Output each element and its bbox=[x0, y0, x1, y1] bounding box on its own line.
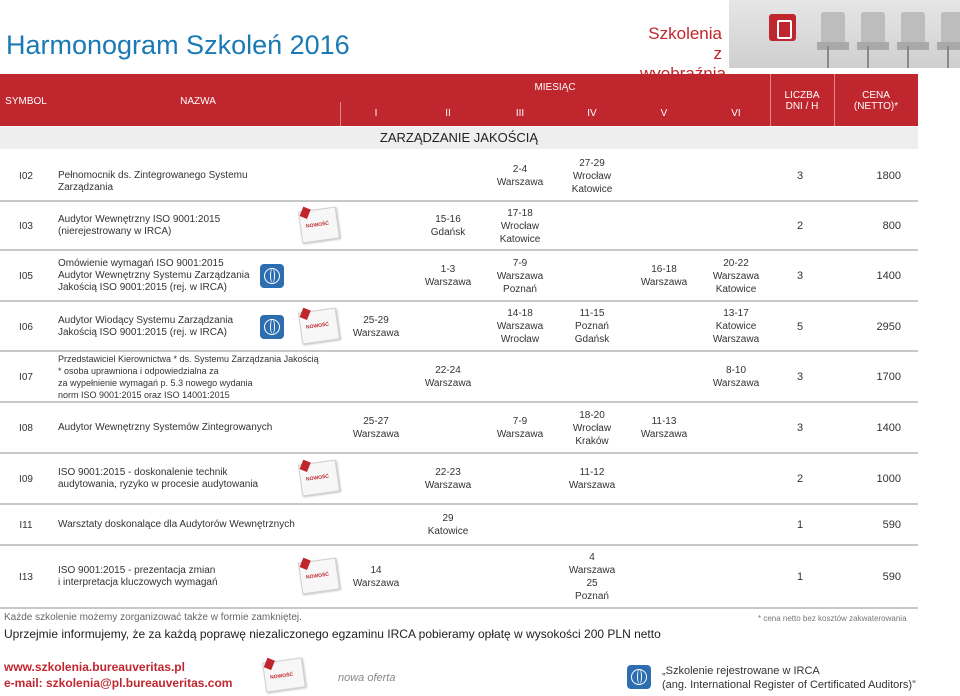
month-5-dates bbox=[628, 415, 700, 441]
course-name-line: norm ISO 9001:2015 oraz ISO 14001:2015 bbox=[58, 390, 230, 400]
month-date-line: 14 bbox=[370, 565, 382, 576]
signature: nowa oferta bbox=[338, 672, 396, 684]
table-row bbox=[0, 547, 918, 609]
month-4-dates bbox=[556, 157, 628, 196]
course-days: 3 bbox=[796, 270, 804, 282]
month-date-line: Katowice bbox=[499, 233, 541, 245]
course-name-line: Warsztaty doskonalące dla Audytorów Wewnętrznych bbox=[58, 519, 295, 530]
new-badge-icon bbox=[298, 207, 340, 244]
course-symbol: I08 bbox=[19, 423, 33, 434]
course-price: 1400 bbox=[876, 422, 901, 434]
month-date-line: Warszawa bbox=[352, 578, 400, 589]
month-date-line: 11-13 bbox=[651, 416, 677, 427]
new-badge-text: NOWOŚĆ bbox=[305, 473, 330, 483]
irca-globe-icon bbox=[627, 665, 651, 689]
chair-icon bbox=[941, 12, 960, 46]
new-badge-icon bbox=[298, 307, 340, 344]
course-name-line: Przedstawiciel Kierownictwa * ds. Systemu Zarządzania Jakością bbox=[58, 354, 319, 364]
row-divider bbox=[0, 401, 918, 403]
course-name-line: i interpretacja kluczowych wymagań bbox=[58, 577, 218, 588]
month-4-dates bbox=[556, 466, 628, 492]
month-date-line: 27-29 bbox=[579, 157, 605, 169]
bureau-veritas-logo-icon bbox=[769, 14, 796, 41]
irca-globe-icon bbox=[260, 315, 284, 339]
new-badge-icon bbox=[298, 558, 340, 595]
month-date-line: Katowice bbox=[427, 526, 469, 537]
course-name bbox=[58, 422, 298, 434]
month-date-line: Warszawa bbox=[424, 277, 472, 288]
chair-icon bbox=[861, 12, 885, 46]
month-date-line: 4 bbox=[589, 552, 595, 563]
month-1-dates bbox=[340, 564, 412, 590]
col-symbol: SYMBOL bbox=[5, 96, 47, 107]
month-date-line: 15-16 bbox=[435, 214, 461, 225]
month-date-line: Wrocław bbox=[572, 170, 612, 182]
month-3-dates bbox=[484, 307, 556, 346]
month-date-line: 25-29 bbox=[363, 314, 389, 326]
month-date-line: 18-20 bbox=[579, 409, 605, 421]
course-symbol: I06 bbox=[19, 321, 33, 333]
chair-leg-icon bbox=[907, 46, 909, 68]
col-month-6: VI bbox=[731, 108, 741, 119]
col-price-line-1: CENA bbox=[862, 90, 890, 101]
header-divider bbox=[770, 74, 771, 126]
month-date-line: Gdańsk bbox=[430, 227, 466, 238]
month-date-line: Warszawa bbox=[352, 327, 400, 339]
course-symbol: I02 bbox=[19, 171, 33, 182]
month-date-line: Warszawa bbox=[568, 565, 616, 576]
month-date-line: 8-10 bbox=[725, 365, 746, 376]
month-1-dates bbox=[340, 314, 412, 340]
course-symbol: I13 bbox=[19, 572, 33, 583]
table-row bbox=[0, 353, 918, 403]
month-date-line: 17-18 bbox=[507, 207, 533, 219]
course-name-line: Audytor Wewnętrzny Systemów Zintegrowanych bbox=[58, 422, 273, 433]
course-name-line: Omówienie wymagań ISO 9001:2015 bbox=[58, 258, 224, 269]
month-date-line: Warszawa bbox=[496, 177, 544, 188]
month-2-dates bbox=[412, 364, 484, 390]
table-row bbox=[0, 404, 918, 454]
month-date-line: 29 bbox=[442, 513, 454, 524]
table-row bbox=[0, 506, 918, 546]
course-name-line: Audytor Wewnętrzny Systemu Zarządzania bbox=[58, 270, 250, 281]
irca-note-line-2: (ang. International Register of Certificated Auditors)” bbox=[662, 679, 916, 691]
header-divider bbox=[834, 74, 835, 126]
course-price: 590 bbox=[882, 519, 901, 531]
col-name: NAZWA bbox=[180, 96, 216, 107]
month-date-line: Warszawa bbox=[352, 429, 400, 440]
course-days: 2 bbox=[796, 220, 804, 232]
month-date-line: Katowice bbox=[571, 183, 613, 195]
website-link[interactable]: www.szkolenia.bureauveritas.pl bbox=[4, 660, 185, 674]
col-month-4: IV bbox=[587, 108, 597, 119]
row-divider bbox=[0, 200, 918, 202]
header-divider bbox=[340, 102, 341, 126]
course-name bbox=[58, 315, 253, 339]
chair-icon bbox=[901, 12, 925, 46]
course-name bbox=[58, 467, 298, 491]
month-5-dates bbox=[628, 263, 700, 289]
row-divider bbox=[0, 544, 918, 546]
course-name-line: Jakością ISO 9001:2015 (rej. w IRCA) bbox=[58, 326, 227, 338]
row-divider bbox=[0, 503, 918, 505]
month-3-dates bbox=[484, 257, 556, 296]
irca-note-line-1: „Szkolenie rejestrowane w IRCA bbox=[662, 665, 820, 677]
course-days: 3 bbox=[796, 422, 804, 434]
col-month-5: V bbox=[660, 108, 668, 119]
tagline-line-2: z bbox=[713, 44, 722, 63]
course-symbol: I03 bbox=[19, 221, 33, 232]
table-header bbox=[0, 74, 918, 126]
course-name bbox=[58, 565, 298, 589]
table-row bbox=[0, 252, 918, 302]
col-price-line-2: (NETTO)* bbox=[853, 101, 899, 112]
month-date-line: Warszawa bbox=[712, 334, 760, 345]
course-name-line: * osoba uprawniona i odpowiedzialna za bbox=[58, 366, 219, 376]
price-footnote: * cena netto bez kosztów zakwaterowania bbox=[758, 614, 907, 623]
col-days-line-1: LICZBA bbox=[784, 90, 820, 101]
month-date-line: Poznań bbox=[503, 283, 537, 295]
course-name-line: za wypełnienie wymagań p. 5.3 nowego wydania bbox=[58, 378, 253, 388]
month-date-line: 7-9 bbox=[512, 257, 528, 269]
month-3-dates bbox=[484, 415, 556, 441]
irca-globe-icon bbox=[260, 264, 284, 288]
month-date-line: Katowice bbox=[715, 283, 757, 295]
course-name bbox=[58, 214, 298, 238]
course-name-line: Pełnomocnik ds. Zintegrowanego Systemu Zarządzania bbox=[58, 170, 248, 193]
month-date-line: 22-24 bbox=[435, 365, 461, 376]
course-name bbox=[58, 519, 298, 531]
course-name bbox=[58, 170, 298, 194]
chair-leg-icon bbox=[947, 46, 949, 68]
month-date-line: Warszawa bbox=[712, 378, 760, 389]
course-name-line: ISO 9001:2015 - doskonalenie technik bbox=[58, 467, 228, 478]
month-4-dates bbox=[556, 307, 628, 346]
month-date-line: 22-23 bbox=[435, 467, 461, 478]
col-month-2: II bbox=[445, 108, 451, 119]
course-price: 800 bbox=[882, 220, 901, 232]
course-price: 1000 bbox=[876, 473, 901, 485]
month-date-line: 16-18 bbox=[651, 264, 677, 275]
chair-icon bbox=[821, 12, 845, 46]
page-title: Harmonogram Szkoleń 2016 bbox=[6, 30, 350, 60]
row-divider bbox=[0, 452, 918, 454]
table-row bbox=[0, 203, 918, 251]
month-date-line: Warszawa bbox=[496, 270, 544, 282]
course-days: 3 bbox=[796, 170, 804, 182]
chair-leg-icon bbox=[827, 46, 829, 68]
col-month-3: III bbox=[515, 108, 525, 119]
tagline-line-1: Szkolenia bbox=[648, 24, 722, 43]
month-date-line: Warszawa bbox=[640, 429, 688, 440]
col-days-line-2: DNI / H bbox=[785, 101, 819, 112]
new-badge-text: NOWOŚĆ bbox=[305, 321, 330, 331]
month-2-dates bbox=[412, 213, 484, 239]
month-date-line: Katowice bbox=[715, 321, 757, 332]
month-2-dates bbox=[412, 512, 484, 538]
brand-logo-banner bbox=[729, 0, 960, 68]
month-date-line: 25-27 bbox=[363, 416, 389, 427]
month-date-line: 11-15 bbox=[579, 308, 605, 319]
course-name-line: (nierejestrowany w IRCA) bbox=[58, 226, 172, 237]
table-row bbox=[0, 303, 918, 352]
month-date-line: Warszawa bbox=[640, 277, 688, 288]
month-6-dates bbox=[700, 257, 772, 296]
course-days: 5 bbox=[796, 320, 804, 333]
month-date-line: 11-12 bbox=[579, 467, 605, 478]
new-badge-icon bbox=[298, 460, 340, 497]
email-link[interactable]: e-mail: szkolenia@pl.bureauveritas.com bbox=[4, 676, 233, 690]
course-symbol: I07 bbox=[19, 372, 33, 383]
month-date-line: Warszawa bbox=[496, 321, 544, 332]
course-name-line: Jakością ISO 9001:2015 (rej. w IRCA) bbox=[58, 282, 227, 293]
month-date-line: 20-22 bbox=[723, 257, 749, 269]
month-date-line: Wrocław bbox=[500, 220, 540, 232]
course-days: 1 bbox=[796, 519, 804, 531]
course-price: 590 bbox=[882, 571, 901, 583]
month-2-dates bbox=[412, 466, 484, 492]
course-name-line: ISO 9001:2015 - prezentacja zmian bbox=[58, 565, 216, 576]
course-symbol: I05 bbox=[19, 271, 33, 282]
month-date-line: 2-4 bbox=[512, 164, 528, 175]
month-6-dates bbox=[700, 364, 772, 390]
month-date-line: 7-9 bbox=[512, 416, 528, 427]
col-days bbox=[772, 90, 832, 112]
course-price: 1700 bbox=[876, 371, 901, 383]
irca-fee-note: Uprzejmie informujemy, że za każdą poprawę niezaliczonego egzaminu IRCA pobieramy opłatę w wysokości 200 PLN netto bbox=[4, 627, 661, 641]
table-row bbox=[0, 455, 918, 505]
course-days: 3 bbox=[796, 371, 804, 383]
month-3-dates bbox=[484, 207, 556, 246]
chair-leg-icon bbox=[867, 46, 869, 68]
month-date-line: Warszawa bbox=[424, 378, 472, 389]
irca-note bbox=[662, 664, 916, 692]
month-date-line: Gdańsk bbox=[574, 334, 610, 345]
month-date-line: Warszawa bbox=[424, 480, 472, 491]
month-date-line: 1-3 bbox=[440, 264, 456, 275]
col-price bbox=[834, 90, 918, 112]
col-month: MIESIĄC bbox=[534, 82, 576, 93]
course-name-line: audytowania, ryzyko w procesie audytowania bbox=[58, 479, 259, 490]
month-date-line: 25 bbox=[586, 578, 598, 589]
course-price: 2950 bbox=[876, 320, 901, 333]
row-divider bbox=[0, 607, 918, 609]
month-date-line: Poznań bbox=[575, 591, 609, 602]
course-name bbox=[58, 353, 338, 401]
course-name-line: Audytor Wewnętrzny ISO 9001:2015 bbox=[58, 214, 221, 225]
month-date-line: 13-17 bbox=[723, 308, 749, 319]
month-date-line: Warszawa bbox=[496, 429, 544, 440]
course-name bbox=[58, 258, 253, 294]
row-divider bbox=[0, 300, 918, 302]
month-date-line: Warszawa bbox=[712, 270, 760, 282]
row-divider bbox=[0, 249, 918, 251]
month-2-dates bbox=[412, 263, 484, 289]
month-date-line: 14-18 bbox=[507, 308, 533, 319]
row-divider bbox=[0, 350, 918, 352]
month-4-dates bbox=[556, 551, 628, 603]
new-badge-icon bbox=[262, 657, 306, 692]
closed-training-note: Każde szkolenie możemy zorganizować także w formie zamkniętej. bbox=[4, 612, 302, 623]
month-3-dates bbox=[484, 163, 556, 189]
month-date-line: Poznań bbox=[575, 321, 609, 332]
col-month-1: I bbox=[374, 108, 378, 119]
course-symbol: I09 bbox=[19, 474, 33, 485]
month-1-dates bbox=[340, 415, 412, 441]
course-symbol: I11 bbox=[19, 520, 33, 531]
section-heading: ZARZĄDZANIE JAKOŚCIĄ bbox=[0, 127, 918, 149]
course-days: 1 bbox=[796, 571, 804, 583]
course-name-line: Audytor Wiodący Systemu Zarządzania bbox=[58, 314, 234, 326]
month-date-line: Wrocław bbox=[572, 422, 612, 434]
course-price: 1800 bbox=[876, 170, 901, 182]
new-badge-text: NOWOŚĆ bbox=[269, 671, 294, 681]
month-date-line: Wrocław bbox=[500, 334, 540, 345]
month-4-dates bbox=[556, 409, 628, 448]
course-days: 2 bbox=[796, 473, 804, 485]
month-date-line: Warszawa bbox=[568, 480, 616, 491]
new-badge-text: NOWOŚĆ bbox=[305, 571, 330, 581]
month-6-dates bbox=[700, 307, 772, 346]
table-row bbox=[0, 152, 918, 202]
course-price: 1400 bbox=[876, 270, 901, 282]
month-date-line: Kraków bbox=[575, 435, 609, 447]
new-badge-text: NOWOŚĆ bbox=[305, 220, 330, 230]
